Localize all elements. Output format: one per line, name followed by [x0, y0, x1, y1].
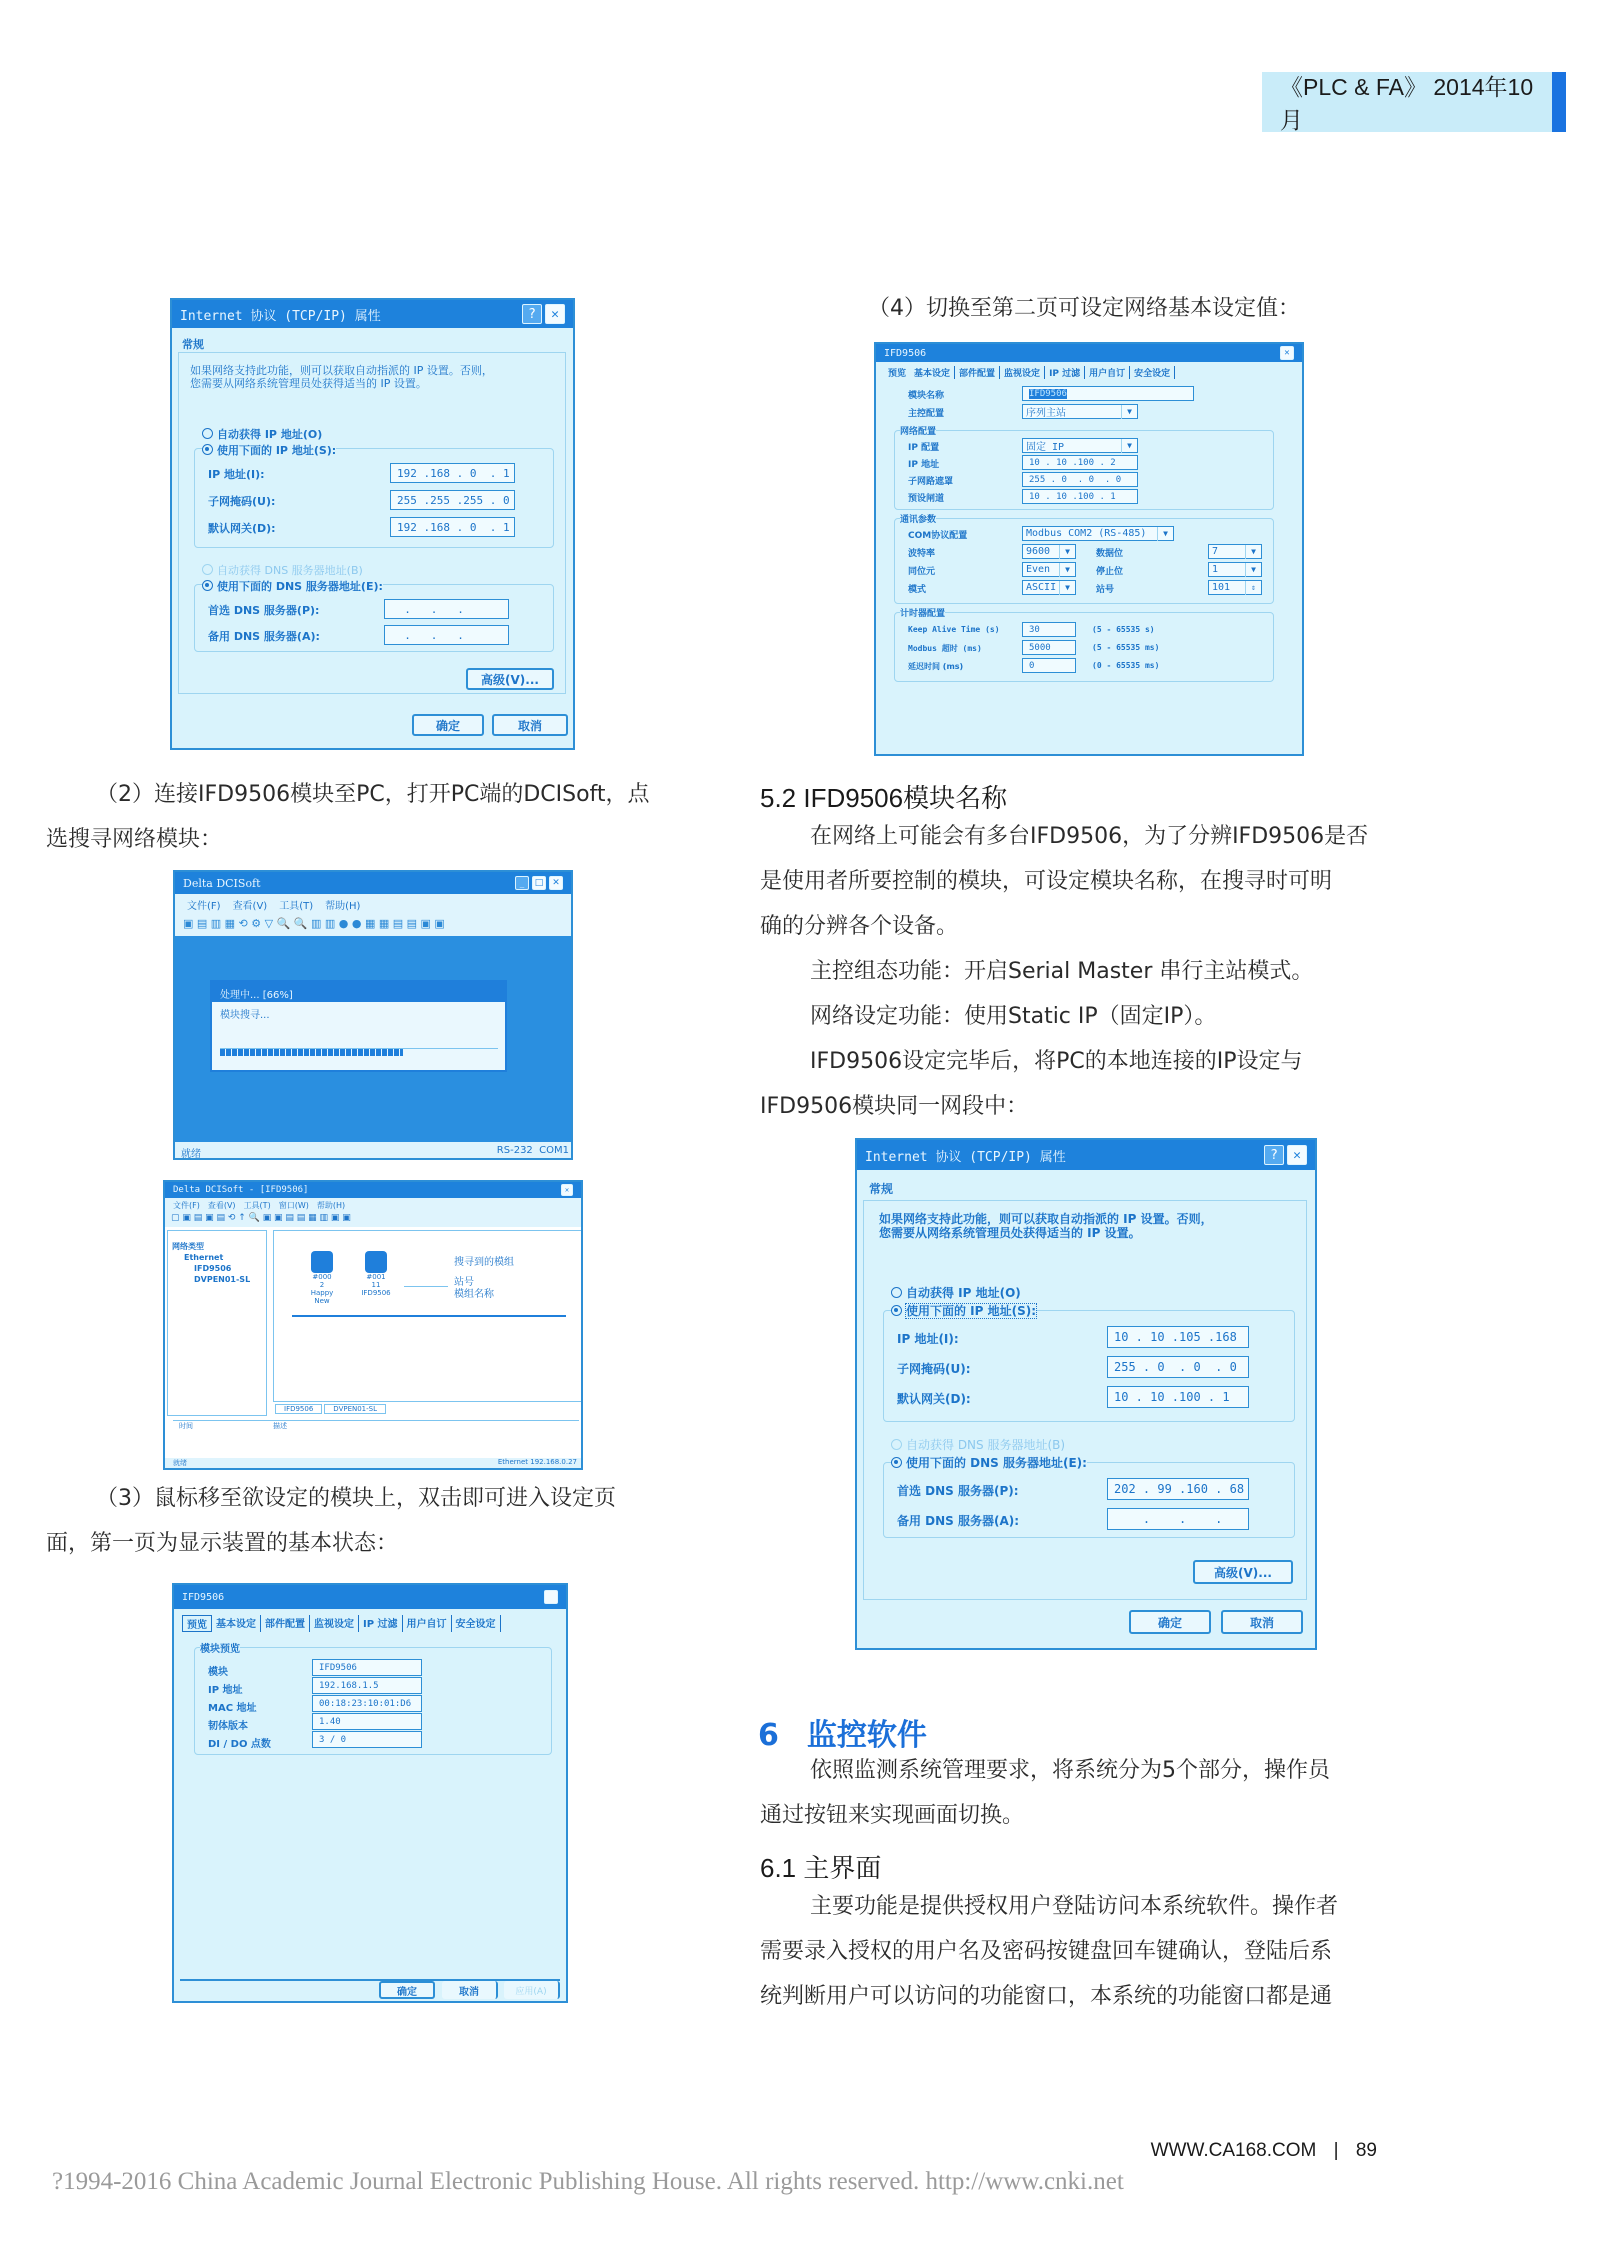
annotation-station: 站号	[454, 1277, 474, 1288]
radio-auto-dns[interactable]: 自动获得 DNS 服务器地址(B)	[202, 562, 363, 578]
mac-value: 00:18:23:10:01:D6	[312, 1695, 422, 1712]
row-label: MAC 地址	[208, 1703, 257, 1714]
annotation-found: 搜寻到的模组	[454, 1257, 514, 1268]
ok-button[interactable]: 确定	[1129, 1610, 1211, 1634]
section-6-1-heading: 6.1 主界面	[760, 1853, 882, 1883]
info-line-1: 如果网络支持此功能，则可以获取自动指派的 IP 设置。否则，	[190, 364, 493, 377]
tab-user[interactable]: 用户自订	[1085, 366, 1130, 379]
tab-basic[interactable]: 基本设定	[212, 1615, 261, 1632]
dns1-label: 首选 DNS 服务器(P):	[897, 1484, 1019, 1498]
network-tree[interactable]	[167, 1230, 267, 1416]
alternate-dns-input[interactable]: . . .	[1107, 1508, 1249, 1530]
step3-line2: 面，第一页为显示装置的基本状态：	[46, 1531, 399, 1556]
paragraph-line: 依照监测系统管理要求，将系统分为5个部分，操作员	[810, 1758, 1330, 1783]
keepalive-input[interactable]: 30	[1022, 622, 1076, 637]
pointer-line	[404, 1286, 448, 1287]
radio-manual-dns[interactable]: 使用下面的 DNS 服务器地址(E):	[202, 578, 383, 594]
ip-config-select[interactable]: 固定 IP ▼	[1022, 438, 1138, 453]
tab-general[interactable]: 常规	[182, 338, 204, 351]
module-icon	[311, 1251, 333, 1273]
help-icon[interactable]: ?	[1264, 1145, 1284, 1165]
status-port: RS-232	[496, 1145, 533, 1156]
mode-label: 模式	[908, 585, 927, 595]
dns1-label: 首选 DNS 服务器(P):	[208, 604, 320, 617]
preferred-dns-input[interactable]: 202 . 99 .160 . 68	[1107, 1478, 1249, 1500]
tab-ip-filter[interactable]: IP 过滤	[1045, 366, 1085, 379]
stopbits-label: 停止位	[1096, 567, 1124, 577]
tree-ethernet[interactable]: Ethernet	[184, 1253, 224, 1262]
status-connection: Ethernet 192.168.0.27	[497, 1458, 577, 1466]
tab-component[interactable]: 部件配置	[261, 1615, 310, 1632]
tree-item-dvpen01[interactable]: DVPEN01-SL	[194, 1275, 251, 1284]
menu-view[interactable]: 查看(V)	[207, 1201, 236, 1210]
close-icon[interactable]: ✕	[549, 876, 563, 890]
com-protocol-select[interactable]: Modbus COM2 (RS-485) ▼	[1022, 526, 1174, 541]
com-label: COM协议配置	[908, 531, 968, 541]
radio-selected-icon	[891, 1305, 902, 1316]
log-col-desc: 描述	[273, 1422, 287, 1430]
chevron-down-icon: ▼	[1059, 563, 1075, 577]
ip-label: IP 地址(I):	[897, 1332, 959, 1346]
mode-select[interactable]: ASCII ▼	[1022, 580, 1076, 595]
paragraph-line: 统判断用户可以访问的功能窗口，本系统的功能窗口都是通	[760, 1984, 1333, 2009]
subnet-mask-input[interactable]: 255 . 0 . 0 . 0	[1107, 1356, 1249, 1378]
group-network: 网络配置	[900, 424, 936, 437]
station-spinner[interactable]: 101 ⇕	[1208, 580, 1262, 595]
section-6-heading: 6 监控软件	[758, 1718, 927, 1753]
ok-button[interactable]: 确定	[379, 1981, 435, 1999]
tree-item-ifd9506[interactable]: IFD9506	[194, 1264, 232, 1273]
menu-file[interactable]: 文件(F)	[187, 901, 221, 912]
help-icon[interactable]: ?	[522, 304, 542, 324]
toolbar-icons[interactable]: ▣ ▤ ▥ ▦ ⟲ ⚙ ▽ 🔍 🔍 ▥ ▥ ● ● ▦ ▦ ▤ ▤ ▣ ▣	[183, 917, 445, 930]
dialog-title: IFD9506	[884, 347, 927, 359]
parity-label: 同位元	[908, 567, 936, 577]
dialog-title: Internet 协议 (TCP/IP) 属性	[180, 308, 381, 324]
chevron-down-icon: ▼	[1059, 545, 1075, 559]
group-comm: 通讯参数	[900, 512, 936, 525]
menu-view[interactable]: 查看(V)	[232, 901, 268, 912]
databits-label: 数据位	[1096, 549, 1124, 559]
accent-bar	[1552, 72, 1566, 132]
tab-overview[interactable]: 预览	[888, 369, 907, 379]
progress-text: 模块搜寻...	[220, 1010, 270, 1021]
close-icon[interactable]: ✕	[545, 304, 565, 324]
paragraph-line: 主控组态功能：开启Serial Master 串行主站模式。	[810, 959, 1314, 984]
advanced-button[interactable]: 高级(V)...	[466, 668, 554, 690]
paragraph-line: 确的分辨各个设备。	[760, 914, 959, 939]
paragraph-line: 在网络上可能会有多台IFD9506，为了分辨IFD9506是否	[810, 824, 1369, 849]
mask-label: 子网掩码(U):	[897, 1362, 971, 1376]
close-icon[interactable]: ✕	[561, 1184, 573, 1196]
tree-root[interactable]: 网络类型	[172, 1242, 204, 1251]
copyright-notice: ?1994-2016 China Academic Journal Electronic Publishing House. All rights reserved. http://www.cnki.net	[52, 2168, 1124, 2195]
maximize-icon[interactable]: □	[532, 876, 546, 890]
chevron-down-icon: ▼	[1245, 563, 1261, 577]
tab-user[interactable]: 用户自订	[403, 1615, 452, 1632]
tab-overview[interactable]: 预览	[182, 1615, 212, 1632]
status-com: COM1	[539, 1145, 569, 1156]
progress-bar	[220, 1048, 498, 1055]
step2-line1: （2）连接IFD9506模块至PC，打开PC端的DCISoft，点	[96, 782, 650, 807]
ok-button[interactable]: 确定	[412, 714, 484, 736]
gateway-label: 预设闸道	[908, 494, 945, 504]
dialog-title: Internet 协议 (TCP/IP) 属性	[865, 1149, 1066, 1165]
dcisoft-main-screenshot	[163, 1180, 583, 1470]
tab-monitor[interactable]: 监视设定	[310, 1615, 359, 1632]
log-panel	[173, 1420, 579, 1456]
footer: WWW.CA168.COM | 89	[1150, 2140, 1377, 2161]
menu-tools[interactable]: 工具(T)	[243, 1201, 271, 1210]
delay-label: 延迟时间 (ms)	[908, 662, 964, 671]
ip-label: IP 地址	[908, 460, 940, 470]
paragraph-line: 通过按钮来实现画面切换。	[760, 1803, 1025, 1828]
preferred-dns-input[interactable]: . . .	[384, 599, 509, 619]
group-timer: 计时器配置	[900, 606, 945, 619]
row-label: IP 地址	[208, 1685, 243, 1696]
paragraph-line: 主要功能是提供授权用户登陆访问本系统软件。操作者	[810, 1894, 1339, 1919]
journal-issue-tag: 《PLC & FA》 2014年10月	[1262, 72, 1552, 132]
baud-select[interactable]: 9600 ▼	[1022, 544, 1076, 559]
dialog-titlebar	[172, 300, 573, 328]
ifd9506-basic-settings-screenshot	[874, 342, 1304, 756]
radio-manual-ip[interactable]: 使用下面的 IP 地址(S):	[891, 1302, 1036, 1319]
dialog-title: IFD9506	[182, 1591, 225, 1603]
ifd9506-overview-screenshot	[172, 1583, 568, 2003]
module-name-label: 模块名称	[908, 391, 945, 401]
master-select[interactable]: 序列主站 ▼	[1022, 404, 1138, 419]
radio-icon	[202, 428, 213, 439]
tab-ip-filter[interactable]: IP 过滤	[359, 1615, 403, 1632]
advanced-button[interactable]: 高级(V)...	[1193, 1560, 1293, 1584]
page-number: 89	[1355, 2140, 1377, 2161]
radio-auto-dns[interactable]: 自动获得 DNS 服务器地址(B)	[891, 1436, 1065, 1453]
footer-site: WWW.CA168.COM	[1150, 2140, 1317, 2161]
keepalive-range: (5 - 65535 s)	[1092, 625, 1155, 634]
tcpip-dialog-screenshot-2	[855, 1138, 1317, 1650]
section-5-2-heading: 5.2 IFD9506模块名称	[760, 783, 1008, 813]
tab-general[interactable]: 常规	[869, 1182, 894, 1196]
ip-label: IP 地址(I):	[208, 468, 265, 481]
radio-icon	[891, 1287, 902, 1298]
tab-basic[interactable]: 基本设定	[910, 366, 955, 379]
row-label: 模块	[208, 1667, 228, 1678]
radio-auto-ip[interactable]: 自动获得 IP 地址(O)	[202, 426, 322, 442]
progress-title: 处理中... [66%]	[212, 982, 505, 1002]
menu-file[interactable]: 文件(F)	[173, 1201, 200, 1210]
doc-tab-ifd9506[interactable]: IFD9506	[275, 1404, 322, 1414]
ip-config-label: IP 配置	[908, 443, 940, 453]
module-node[interactable]: #000 2 Happy New	[304, 1251, 340, 1305]
ip-value: 192.168.1.5	[312, 1677, 422, 1694]
bus-line	[292, 1315, 566, 1317]
info-line-2: 您需要从网络系统管理员处获得适当的 IP 设置。	[190, 377, 427, 390]
menu-tools[interactable]: 工具(T)	[279, 901, 314, 912]
radio-icon	[891, 1439, 902, 1450]
ip-input[interactable]: 10 . 10 .100 . 2	[1022, 455, 1138, 470]
radio-selected-icon	[202, 580, 213, 591]
paragraph-line: 网络设定功能：使用Static IP（固定IP）。	[810, 1004, 1217, 1029]
app-title: Delta DCISoft	[183, 876, 261, 890]
baud-label: 波特率	[908, 549, 936, 559]
app-title: Delta DCISoft - [IFD9506]	[173, 1185, 309, 1195]
delay-range: (0 - 65535 ms)	[1092, 661, 1160, 670]
chevron-down-icon: ▼	[1245, 545, 1261, 559]
menu-help[interactable]: 帮助(H)	[316, 1201, 346, 1210]
progress-fill	[220, 1049, 403, 1056]
timeout-label: Modbus 超时 (ms)	[908, 644, 982, 653]
radio-manual-ip[interactable]: 使用下面的 IP 地址(S):	[202, 442, 336, 458]
paragraph-line: IFD9506模块同一网段中：	[760, 1094, 1029, 1119]
radio-selected-icon	[891, 1457, 902, 1468]
radio-icon	[202, 564, 213, 575]
row-label: 韧体版本	[208, 1721, 248, 1732]
delay-input[interactable]: 0	[1022, 658, 1076, 673]
tab-security[interactable]: 安全设定	[452, 1615, 501, 1632]
menu-help[interactable]: 帮助(H)	[325, 901, 361, 912]
mask-label: 子网路遮罩	[908, 477, 954, 487]
parity-select[interactable]: Even ▼	[1022, 562, 1076, 577]
timeout-input[interactable]: 5000	[1022, 640, 1076, 655]
subnet-mask-input[interactable]: 255 .255 .255 . 0	[390, 490, 515, 510]
close-icon[interactable]	[544, 1590, 558, 1604]
gateway-label: 默认网关(D):	[208, 522, 276, 535]
tab-component[interactable]: 部件配置	[955, 366, 1000, 379]
dido-value: 3 / 0	[312, 1731, 422, 1748]
info-line-1: 如果网络支持此功能，则可以获取自动指派的 IP 设置。否则，	[879, 1212, 1213, 1226]
cancel-button[interactable]: 取消	[442, 1981, 498, 1999]
firmware-value: 1.40	[312, 1713, 422, 1730]
station-label: 站号	[1096, 585, 1115, 595]
mask-label: 子网掩码(U):	[208, 495, 276, 508]
tcpip-dialog-screenshot-1	[170, 298, 575, 750]
module-value: IFD9506	[312, 1659, 422, 1676]
dcisoft-search-screenshot	[173, 870, 573, 1160]
paragraph-line: 是使用者所要控制的模块，可设定模块名称，在搜寻时可明	[760, 869, 1333, 894]
gateway-input[interactable]: 192 .168 . 0 . 1	[390, 517, 515, 537]
tab-monitor[interactable]: 监视设定	[1000, 366, 1045, 379]
tab-security[interactable]: 安全设定	[1130, 366, 1175, 379]
progress-dialog	[210, 980, 507, 1072]
paragraph-line: IFD9506设定完毕后，将PC的本地连接的IP设定与	[810, 1049, 1303, 1074]
radio-selected-icon	[202, 444, 213, 455]
close-icon[interactable]: ✕	[1287, 1145, 1307, 1165]
stopbits-select[interactable]: 1 ▼	[1208, 562, 1262, 577]
close-icon[interactable]: ✕	[1280, 346, 1294, 360]
alternate-dns-input[interactable]: . . .	[384, 625, 509, 645]
log-col-time: 时间	[179, 1422, 193, 1430]
network-canvas	[273, 1230, 583, 1402]
module-icon	[365, 1251, 387, 1273]
chevron-down-icon: ▼	[1121, 439, 1137, 453]
ip-address-input[interactable]: 10 . 10 .105 .168	[1107, 1326, 1249, 1348]
cancel-button[interactable]: 取消	[492, 714, 568, 736]
status-ready: 就绪	[173, 1459, 187, 1467]
group-module-overview: 模块预览	[200, 1640, 240, 1655]
info-line-2: 您需要从网络系统管理员处获得适当的 IP 设置。	[879, 1226, 1141, 1240]
minimize-icon[interactable]: _	[515, 876, 529, 890]
chevron-down-icon: ▼	[1059, 581, 1075, 595]
radio-manual-dns[interactable]: 使用下面的 DNS 服务器地址(E):	[891, 1454, 1087, 1471]
dns2-label: 备用 DNS 服务器(A):	[208, 630, 320, 643]
spinner-icon: ⇕	[1245, 581, 1261, 595]
radio-auto-ip[interactable]: 自动获得 IP 地址(O)	[891, 1284, 1021, 1301]
timeout-range: (5 - 65535 ms)	[1092, 643, 1160, 652]
ip-address-input[interactable]: 192 .168 . 0 . 1	[390, 463, 515, 483]
chevron-down-icon: ▼	[1157, 527, 1173, 541]
menu-window[interactable]: 窗口(W)	[278, 1201, 309, 1210]
master-label: 主控配置	[908, 409, 945, 419]
toolbar-icons[interactable]: ▢ ▣ ▤ ▣ ▤ ⟲ ↑ 🔍 ▣ ▣ ▤ ▤ ▦ ▥ ▣ ▣	[165, 1213, 581, 1227]
dns2-label: 备用 DNS 服务器(A):	[897, 1514, 1020, 1528]
chevron-down-icon: ▼	[1121, 405, 1137, 419]
gateway-input[interactable]: 10 . 10 .100 . 1	[1107, 1386, 1249, 1408]
annotation-name: 模组名称	[454, 1289, 494, 1300]
step4-text: （4）切换至第二页可设定网络基本设定值：	[868, 296, 1300, 321]
cancel-button[interactable]: 取消	[1221, 1610, 1303, 1634]
keepalive-label: Keep Alive Time (s)	[908, 625, 1000, 634]
doc-tab-dvpen01[interactable]: DVPEN01-SL	[324, 1404, 386, 1414]
step2-line2: 选搜寻网络模块：	[46, 827, 223, 852]
module-name-input[interactable]: IFD9506	[1022, 386, 1194, 401]
step3-line1: （3）鼠标移至欲设定的模块上，双击即可进入设定页	[96, 1486, 616, 1511]
gateway-input[interactable]: 10 . 10 .100 . 1	[1022, 489, 1138, 504]
status-ready: 就绪	[181, 1149, 201, 1160]
mask-input[interactable]: 255 . 0 . 0 . 0	[1022, 472, 1138, 487]
apply-button[interactable]: 应用(A)	[504, 1981, 560, 1999]
paragraph-line: 需要录入授权的用户名及密码按键盘回车键确认，登陆后系	[760, 1939, 1333, 1964]
gateway-label: 默认网关(D):	[897, 1392, 971, 1406]
databits-select[interactable]: 7 ▼	[1208, 544, 1262, 559]
row-label: DI / DO 点数	[208, 1739, 271, 1750]
module-node[interactable]: #001 11 IFD9506	[358, 1251, 394, 1297]
